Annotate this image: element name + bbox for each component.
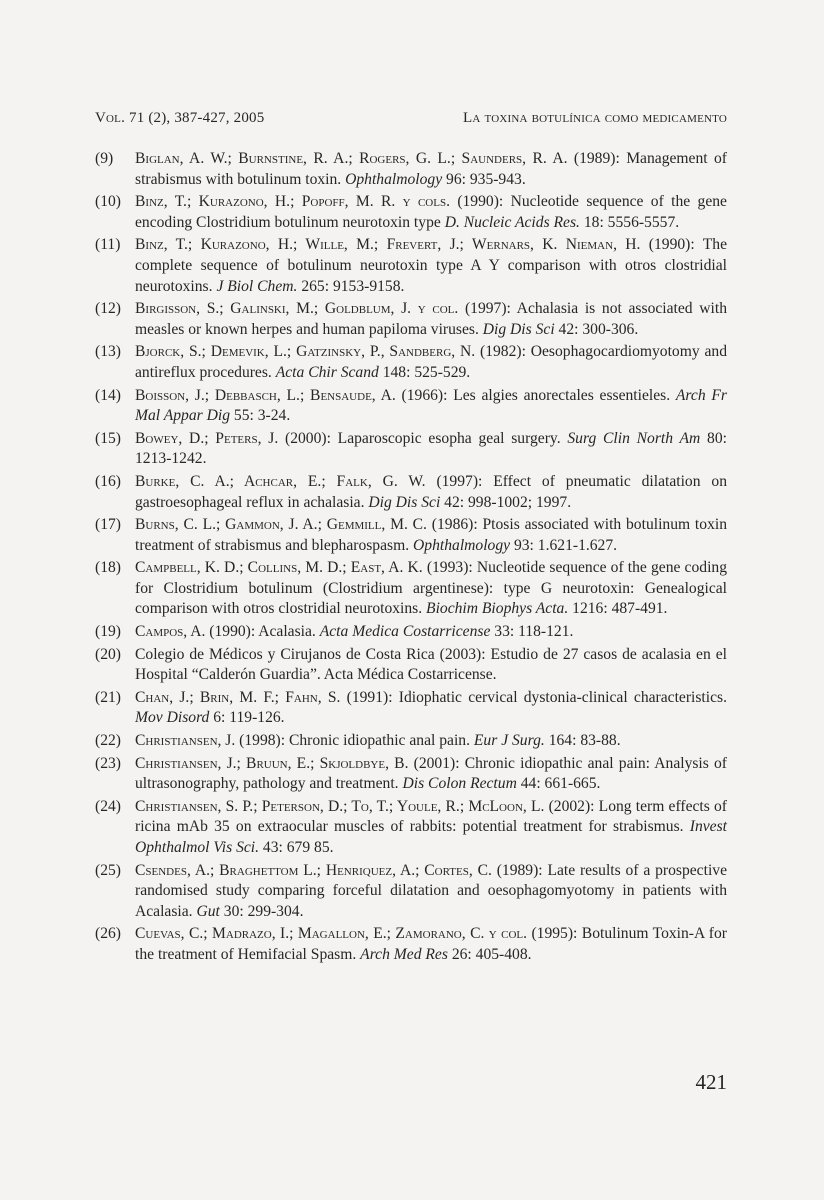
reference-volume-pages: 43: 679 85. — [259, 839, 334, 856]
reference-title: (1989): Management of strabismus with botulinum toxin. — [135, 150, 727, 188]
reference-journal: Mov Disord — [135, 709, 210, 727]
reference-journal: Eur J Surg. — [473, 732, 545, 750]
reference-text — [135, 149, 727, 190]
reference-number: (15) — [95, 429, 121, 447]
reference-authors: Christiansen, S. P.; Peterson, D.; To, T.; Youle, R.; McLoon, L. — [135, 797, 545, 815]
reference-volume-pages: 42: 998-1002; 1997. — [440, 493, 572, 511]
reference-item — [95, 472, 727, 513]
reference-title: (1997): Achalasia is not associated with measles or known herpes and human papiloma viruses. — [135, 300, 727, 338]
reference-title: (1966): Les algies anorectales essentieles. — [395, 386, 676, 404]
reference-item — [95, 149, 727, 190]
reference-volume-pages: 164: 83-88. — [544, 732, 621, 750]
page-number: 421 — [695, 1070, 727, 1094]
reference-number: (26) — [95, 925, 121, 943]
reference-number: (21) — [95, 688, 121, 706]
reference-title: (1989): Late results of a prospective randomised study comparing forceful dilatation and oesophagomyotomy in patients with Acalasia. — [135, 861, 727, 920]
reference-authors: Bjorck, S.; Demevik, L.; Gatzinsky, P., Sandberg, N. — [135, 343, 476, 361]
reference-authors: Csendes, A.; Braghettom L.; Henriquez, A.; Cortes, C. — [135, 861, 492, 879]
reference-journal: Dig Dis Sci — [482, 320, 555, 338]
reference-volume-pages: 96: 935-943. — [442, 170, 526, 188]
reference-text — [135, 386, 727, 427]
reference-authors: Boisson, J.; Debbasch, L.; Bensaude, A. — [135, 386, 396, 404]
reference-text — [135, 731, 727, 752]
reference-number: (10) — [95, 193, 121, 211]
reference-title: (1990): Acalasia. — [205, 623, 320, 641]
reference-item — [95, 235, 727, 297]
reference-journal: D. Nucleic Acids Res. — [444, 213, 580, 231]
reference-text — [135, 688, 727, 729]
reference-number: (16) — [95, 472, 121, 490]
reference-volume-pages: 42: 300-306. — [554, 320, 639, 338]
reference-text — [135, 235, 727, 297]
reference-number: (13) — [95, 343, 121, 361]
reference-authors: Binz, T.; Kurazono, H.; Popoff, M. R. y cols. — [135, 193, 450, 211]
reference-title: (1995): Botulinum Toxin-A for the treatment of Hemifacial Spasm. — [135, 925, 727, 963]
header-volume: Vol. 71 (2), 387-427, 2005 — [95, 110, 265, 126]
reference-journal: Ophthalmology — [345, 170, 443, 188]
reference-authors: Biglan, A. W.; Burnstine, R. A.; Rogers, G. L.; Saunders, R. A. — [135, 150, 568, 167]
reference-volume-pages: 55: 3-24. — [230, 407, 291, 425]
reference-volume-pages: 1216: 487-491. — [568, 600, 668, 618]
reference-title: (1990): The complete sequence of botulinum neurotoxin type A Y comparison with otros clostridial neurotoxins. — [135, 236, 727, 295]
reference-journal: Gut — [196, 902, 220, 920]
reference-journal: Dig Dis Sci — [368, 493, 441, 511]
reference-journal: Arch Med Res — [360, 945, 448, 963]
reference-title: (1982): Oesophagocardiomyotomy and antireflux procedures. — [135, 343, 727, 381]
reference-title: (1993): Nucleotide sequence of the gene coding for Clostridium botulinum (Clostridium argentinese): type G neurotoxin: Genealogical comparison with otros clostridial neurotoxins. — [135, 559, 727, 618]
reference-item — [95, 342, 727, 383]
reference-number: (22) — [95, 732, 121, 750]
reference-title: Colegio de Médicos y Cirujanos de Costa Rica (2003): Estudio de 27 casos de acalasia en el Hospital “Calderón Guardia”. Acta Médica Costarricense. — [135, 645, 727, 684]
reference-number: (18) — [95, 559, 121, 577]
reference-volume-pages: 30: 299-304. — [219, 902, 304, 920]
reference-authors: Cuevas, C.; Madrazo, I.; Magallon, E.; Zamorano, C. y col. — [135, 925, 528, 943]
reference-journal: Acta Medica Costarricense — [319, 623, 491, 641]
reference-text — [135, 645, 727, 686]
reference-item — [95, 731, 727, 752]
reference-text — [135, 754, 727, 795]
reference-text — [135, 472, 727, 513]
reference-number: (23) — [95, 754, 121, 772]
reference-number: (19) — [95, 623, 121, 641]
reference-volume-pages: 18: 5556-5557. — [579, 213, 680, 231]
reference-text — [135, 622, 727, 643]
reference-item — [95, 622, 727, 643]
reference-text — [135, 515, 727, 556]
reference-item — [95, 797, 727, 859]
reference-journal: Acta Chir Scand — [275, 363, 379, 381]
reference-authors: Burke, C. A.; Achcar, E.; Falk, G. W. — [135, 472, 426, 490]
reference-title: (1990): Nucleotide sequence of the gene encoding Clostridium botulinum neurotoxin type — [135, 193, 727, 231]
reference-volume-pages: 33: 118-121. — [490, 623, 574, 641]
reference-item — [95, 515, 727, 556]
reference-journal: Invest Ophthalmol Vis Sci. — [135, 818, 727, 856]
reference-item — [95, 386, 727, 427]
reference-list — [95, 149, 727, 968]
reference-volume-pages: 93: 1.621-1.627. — [510, 536, 618, 554]
reference-text — [135, 192, 727, 233]
reference-title: (1998): Chronic idiopathic anal pain. — [235, 732, 474, 750]
reference-item — [95, 429, 727, 470]
reference-journal: Surg Clin North Am — [567, 429, 701, 447]
reference-item — [95, 861, 727, 923]
reference-item — [95, 924, 727, 965]
reference-title: (2002): Long term effects of ricina mAb 35 on extraocular muscles of rabbits: potential treatment for strabismus. — [135, 797, 727, 836]
reference-number: (25) — [95, 861, 121, 879]
reference-text — [135, 861, 727, 923]
reference-title: (1986): Ptosis associated with botulinum toxin treatment of strabismus and blepharospasm. — [135, 516, 727, 554]
reference-title: (1991): Idiophatic cervical dystonia-clinical characteristics. — [340, 688, 727, 706]
reference-text — [135, 429, 727, 470]
reference-text — [135, 342, 727, 383]
reference-journal: Arch Fr Mal Appar Dig — [135, 386, 727, 425]
reference-text — [135, 558, 727, 620]
reference-authors: Burns, C. L.; Gammon, J. A.; Gemmill, M. C. — [135, 516, 427, 534]
reference-volume-pages: 44: 661-665. — [516, 775, 601, 793]
reference-number: (12) — [95, 300, 121, 318]
reference-number: (9) — [95, 150, 114, 167]
reference-item — [95, 192, 727, 233]
reference-authors: Binz, T.; Kurazono, H.; Wille, M.; Frevert, J.; Wernars, K. Nieman, H. — [135, 236, 641, 254]
reference-item — [95, 299, 727, 340]
reference-number: (11) — [95, 236, 121, 254]
reference-item — [95, 754, 727, 795]
reference-volume-pages: 148: 525-529. — [378, 363, 471, 381]
reference-number: (17) — [95, 516, 121, 534]
reference-authors: Birgisson, S.; Galinski, M.; Goldblum, J. y col. — [135, 300, 459, 318]
header-title: La toxina botulínica como medicamento — [463, 110, 727, 126]
reference-authors: Chan, J.; Brin, M. F.; Fahn, S. — [135, 688, 341, 706]
reference-journal: J Biol Chem. — [216, 277, 298, 295]
running-header — [95, 110, 727, 127]
reference-number: (20) — [95, 645, 121, 663]
reference-title: (1997): Effect of pneumatic dilatation on gastroesophageal reflux in achalasia. — [135, 472, 727, 511]
reference-number: (24) — [95, 797, 121, 815]
reference-authors: Campos, A. — [135, 623, 206, 641]
reference-volume-pages: 80: 1213-1242. — [135, 429, 727, 468]
reference-item — [95, 645, 727, 686]
reference-title: (2000): Laparoscopic esopha geal surgery. — [278, 429, 568, 447]
reference-journal: Biochim Biophys Acta. — [426, 600, 569, 618]
reference-item — [95, 558, 727, 620]
reference-authors: Christiansen, J.; Bruun, E.; Skjoldbye, B. — [135, 754, 409, 772]
reference-authors: Campbell, K. D.; Collins, M. D.; East, A. K. — [135, 559, 423, 577]
reference-item — [95, 688, 727, 729]
reference-volume-pages: 265: 9153-9158. — [297, 277, 405, 295]
reference-volume-pages: 26: 405-408. — [447, 945, 532, 963]
reference-journal: Ophthalmology — [413, 536, 511, 554]
reference-authors: Bowey, D.; Peters, J. — [135, 429, 279, 447]
reference-authors: Christiansen, J. — [135, 732, 236, 750]
reference-text — [135, 797, 727, 859]
reference-title: (2001): Chronic idiopathic anal pain: Analysis of ultrasonography, pathology and treatment. — [135, 754, 727, 793]
reference-text — [135, 924, 727, 965]
reference-journal: Dis Colon Rectum — [402, 775, 517, 793]
reference-volume-pages: 6: 119-126. — [209, 709, 285, 727]
reference-number: (14) — [95, 386, 121, 404]
reference-text — [135, 299, 727, 340]
